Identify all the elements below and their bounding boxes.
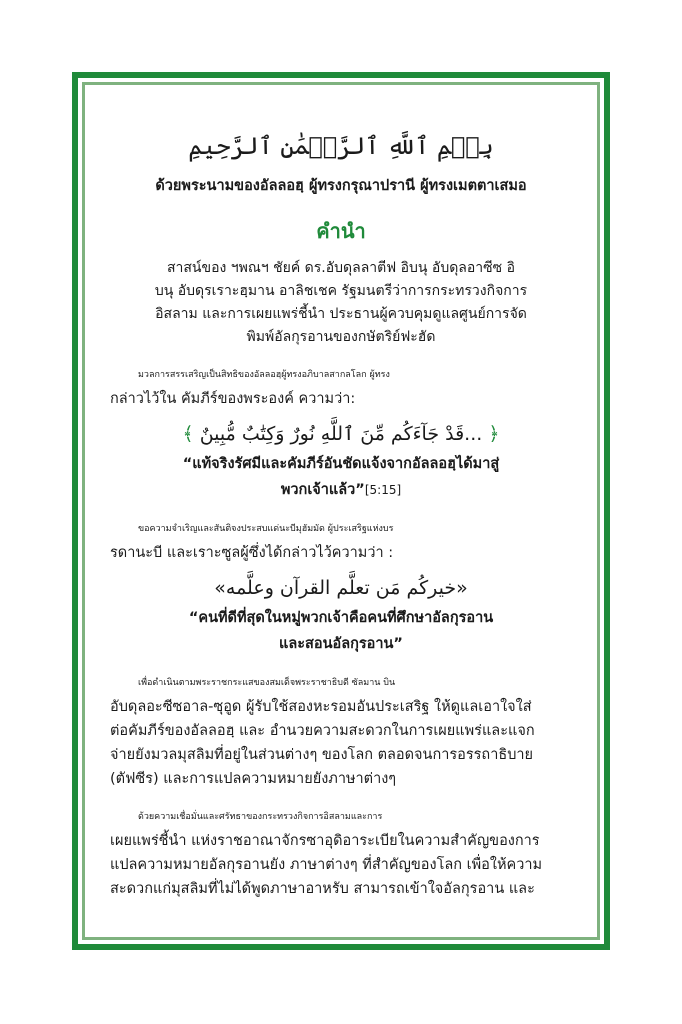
intro-line: อิสลาม และการเผยแพร่ชี้นำ ประธานผู้ควบคุมดูแลศูนย์การจัด: [155, 306, 527, 322]
quote-line: [110, 477, 572, 503]
quote-line: “แท้จริงรัศมีและคัมภีร์อันชัดแจ้งจากอัลลอฮฺได้มาสู่: [182, 456, 500, 472]
paragraph-line: แปลความหมายอัลกุรอานยัง ภาษาต่างๆ ที่สำคัญของโลก เพื่อให้ความ: [110, 857, 543, 873]
paragraph-line: รดานะบี และเราะซูลผู้ซึ่งได้กล่าวไว้ความว่า :: [110, 545, 394, 561]
opening-invocation: ด้วยพระนามของอัลลอฮฺ ผู้ทรงกรุณาปรานี ผู้ทรงเมตตาเสมอ: [155, 178, 527, 194]
intro-line: บนุ อับดุรเราะฮฺมาน อาลิชเชค รัฐมนตรีว่าการกระทรวงกิจการ: [154, 283, 528, 299]
verse-translation: [110, 451, 572, 503]
paragraph-ministry: [110, 805, 572, 901]
paragraph-blessing: [110, 517, 572, 565]
paragraph-line: อับดุลอะซีซอาล-ซุอูด ผู้รับใช้สองหะรอมอันประเสริฐ ให้ดูแลเอาใจใส่: [110, 699, 532, 715]
paragraph-praise: [110, 363, 572, 411]
verse-text: ...قَدْ جَآءَكُم مِّنَ ٱللَّهِ نُورٌ وَكِتَٰبٌ مُّبِينٌ: [199, 423, 483, 445]
quote-line: “คนที่ดีที่สุดในหมู่พวกเจ้าคือคนที่ศึกษาอัลกุรอาน: [188, 610, 494, 626]
paragraph-line: กล่าวไว้ใน คัมภีร์ของพระองค์ ความว่า:: [110, 391, 356, 407]
paragraph-line: ต่อคัมภีร์ของอัลลอฮฺ และ อำนวยความสะดวกในการเผยแพร่และแจก: [110, 723, 535, 739]
paragraph-line: ขอความจำเริญและสันติจงประสบแด่นะบีมุฮัมมัด ผู้ประเสริฐแห่งบร: [138, 524, 394, 534]
intro-line: พิมพ์อัลกุรอานของกษัตริย์ฟะฮัด: [246, 329, 436, 345]
page-content: [110, 120, 572, 901]
hadith-text: «خيركُم مَن تعلَّم القرآن وعلَّمه»: [214, 577, 468, 599]
intro-block: [110, 257, 572, 349]
quote-line: และสอนอัลกุรอาน”: [279, 636, 403, 652]
paragraph-line: สะดวกแก่มุสลิมที่ไม่ได้พูดภาษาอาหรับ สามารถเข้าใจอัลกุรอาน และ: [110, 881, 535, 897]
paragraph-line: มวลการสรรเสริญเป็นสิทธิของอัลลอฮฺผู้ทรงอภิบาลสากลโลก ผู้ทรง: [138, 370, 390, 380]
paragraph-line: จ่ายยังมวลมุสลิมที่อยู่ในส่วนต่างๆ ของโลก ตลอดจนการอรรถาธิบาย: [110, 747, 534, 763]
intro-line: สาสน์ของ ฯพณฯ ชัยค์ ดร.อับดุลลาตีฟ อิบนุ อับดุลอาซีซ อิ: [166, 260, 516, 276]
paragraph-line: (ตัฟซีร) และการแปลความหมายยังภาษาต่างๆ: [110, 771, 397, 787]
quote-line-text: พวกเจ้าแล้ว”: [280, 482, 365, 498]
paragraph-line: เผยแพร่ชี้นำ แห่งราชอาณาจักรซาอุดิอาระเบียในความสำคัญของการ: [110, 833, 540, 849]
paragraph-line: เพื่อดำเนินตามพระราชกระแสของสมเด็จพระราชาธิบดี ซัลมาน บิน: [138, 678, 396, 688]
hadith-translation: [110, 605, 572, 657]
paragraph-line: ด้วยความเชื่อมั่นและศรัทธาของกระทรวงกิจการอิสลามและการ: [138, 812, 383, 822]
paragraph-royal-decree: [110, 671, 572, 791]
verse-bracket-close: ﴾: [182, 423, 194, 445]
verse-reference: [5:15]: [364, 483, 402, 497]
basmala-calligraphy: بِسۡمِ ٱللَّهِ ٱلرَّحۡمَٰنِ ٱلرَّحِيمِ: [188, 132, 494, 160]
quran-verse: [110, 423, 572, 445]
page-title: คำนำ: [316, 219, 366, 243]
verse-bracket-open: ﴿: [488, 423, 500, 445]
